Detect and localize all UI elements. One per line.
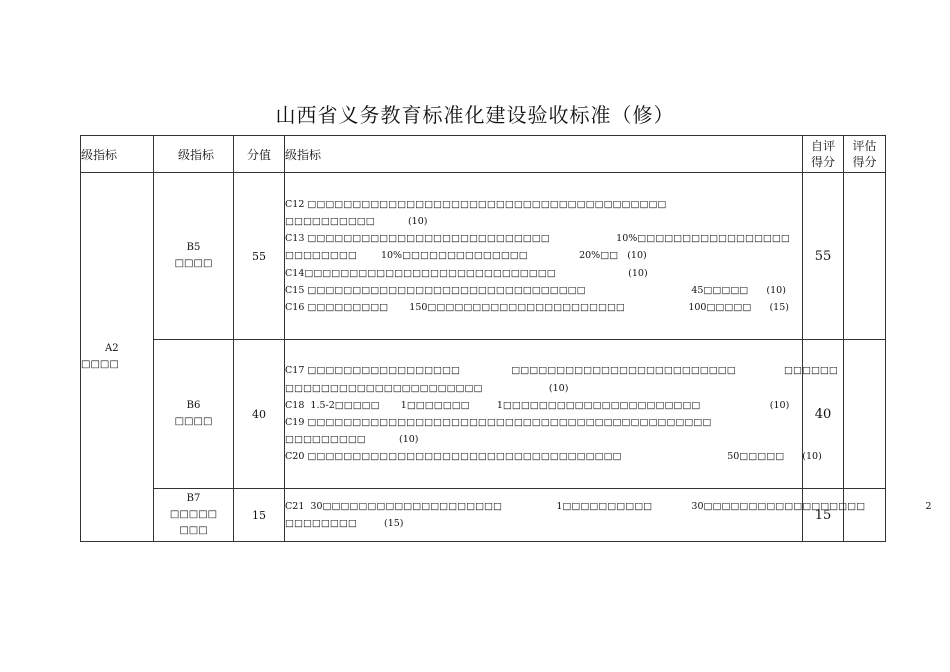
table-row	[81, 489, 886, 542]
eval-score-cell	[844, 489, 886, 542]
header-eval-score	[844, 136, 886, 173]
b-name-line2: □□□	[179, 525, 208, 536]
header-level1: 级指标	[81, 136, 154, 173]
b-code: B5	[186, 242, 201, 253]
header-level3: 级指标	[285, 136, 803, 173]
header-eval-score-line2: 得分	[852, 155, 877, 169]
header-eval-score-line1: 评估	[852, 139, 877, 153]
score-cell: 55	[234, 173, 285, 340]
criterion-line: C17 □□□□□□□□□□□□□□□□□ □□□□□□□□□□□□□□□□□□□□□□□□□ □□□□□□	[285, 365, 838, 377]
criterion-line: □□□□□□□□□□ (10)	[285, 215, 428, 227]
table-row	[81, 173, 886, 340]
criterion-line: C13 □□□□□□□□□□□□□□□□□□□□□□□□□□□ 10%□□□□□□□□□□□□□□□□□	[285, 233, 790, 245]
score-cell: 40	[234, 340, 285, 489]
b-name: □□□□	[174, 416, 213, 427]
self-score-cell: 15	[803, 489, 844, 542]
criterion-line: □□□□□□□□ 10%□□□□□□□□□□□□□□ 20%□□ (10)	[285, 250, 647, 262]
a2-code: A2	[105, 343, 119, 354]
eval-score-cell	[844, 173, 886, 340]
b-name: □□□□	[174, 258, 213, 269]
level2-cell	[154, 340, 234, 489]
criterion-line: □□□□□□□□ (15)	[285, 518, 404, 529]
criterion-line: C15 □□□□□□□□□□□□□□□□□□□□□□□□□□□□□□□ 45□□□□□ (10)	[285, 284, 786, 296]
level2-cell	[154, 489, 234, 542]
header-level2: 级指标	[154, 136, 234, 173]
criterion-line: C20 □□□□□□□□□□□□□□□□□□□□□□□□□□□□□□□□□□□ 50□□□□□ (10)	[285, 451, 822, 463]
criterion-line: C21 30□□□□□□□□□□□□□□□□□□□□ 1□□□□□□□□□□ 30□□□□□□□□□□□□□□□□□□ 2	[285, 500, 932, 512]
b-code: B6	[186, 400, 201, 411]
criterion-line: C12 □□□□□□□□□□□□□□□□□□□□□□□□□□□□□□□□□□□□□□□□	[285, 198, 667, 210]
standards-table	[80, 135, 932, 542]
eval-score-cell	[844, 340, 886, 489]
header-score: 分值	[234, 136, 285, 173]
self-score-cell: 40	[803, 340, 844, 489]
criterion-line: C14□□□□□□□□□□□□□□□□□□□□□□□□□□□□ (10)	[285, 267, 648, 279]
header-self-score-line2: 得分	[810, 155, 835, 169]
a2-name: □□□□	[81, 359, 119, 370]
table-row	[81, 340, 886, 489]
criterion-line: C18 1.5-2□□□□□ 1□□□□□□□ 1□□□□□□□□□□□□□□□□□□□□□□ (10)	[285, 399, 790, 411]
score-cell: 15	[234, 489, 285, 542]
criterion-line: C19 □□□□□□□□□□□□□□□□□□□□□□□□□□□□□□□□□□□□□□□□□□□□□	[285, 417, 712, 428]
header-self-score	[803, 136, 844, 173]
header-self-score-line1: 自评	[810, 139, 835, 153]
table-header-row	[81, 136, 886, 173]
level2-cell	[154, 173, 234, 340]
level3-cell	[285, 173, 803, 340]
criterion-line: □□□□□□□□□ (10)	[285, 434, 419, 446]
level1-cell	[81, 173, 154, 542]
b-name-line1: □□□□□	[169, 509, 218, 520]
self-score-cell: 55	[803, 173, 844, 340]
page-title: 山西省义务教育标准化建设验收标准（修）	[275, 103, 675, 127]
level3-cell	[285, 489, 932, 542]
criterion-line: C16 □□□□□□□□□ 150□□□□□□□□□□□□□□□□□□□□□□ 100□□□□□ (15)	[285, 302, 789, 313]
criterion-line: □□□□□□□□□□□□□□□□□□□□□□ (10)	[285, 382, 569, 394]
b-code: B7	[186, 493, 201, 504]
